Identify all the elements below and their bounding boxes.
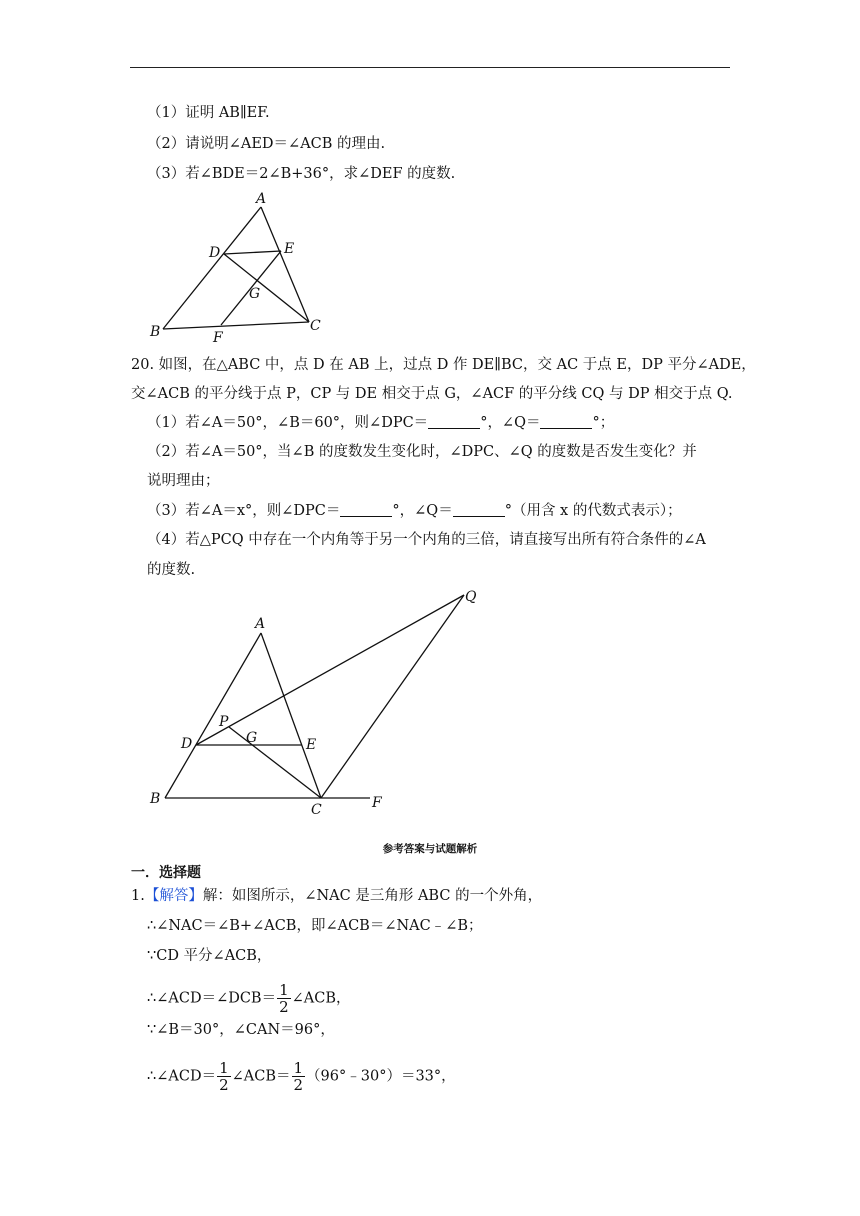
answer-1-line6-text-c: （96°﹣30°）＝33°，	[306, 1068, 456, 1085]
q20-part1	[147, 414, 614, 432]
fraction-denominator: 2	[279, 998, 289, 1016]
q20-stem-line2: 交∠ACB 的平分线于点 P，CP 与 DE 相交于点 G，∠ACF 的平分线 CQ 与 DP 相交于点 Q.	[131, 386, 733, 402]
fig2-label-p: P	[219, 714, 229, 730]
fraction-denominator: 2	[219, 1076, 229, 1094]
fraction-numerator: 1	[219, 1059, 229, 1077]
answer-1-line3: ∵CD 平分∠ACB，	[147, 948, 272, 964]
fraction-numerator: 1	[279, 981, 289, 999]
fig1-label-f: F	[213, 330, 223, 346]
fig2-label-e: E	[306, 737, 317, 753]
section-heading: 一．选择题	[131, 865, 201, 881]
answer-1-line1	[131, 887, 542, 905]
q20-part2-line2: 说明理由；	[147, 473, 220, 489]
q19-part3: （3）若∠BDE＝2∠B+36°，求∠DEF 的度数.	[147, 166, 456, 182]
q20-part3-text-b: °，∠Q＝	[392, 503, 453, 519]
q20-part3-blank-dpc[interactable]	[340, 502, 392, 517]
fig1-label-c: C	[310, 318, 321, 334]
fig1-label-b: B	[150, 324, 161, 340]
q20-part1-text-a: （1）若∠A＝50°，∠B＝60°，则∠DPC＝	[147, 415, 429, 431]
fig1-label-a: A	[256, 191, 267, 207]
answer-1-line6-text-b: ∠ACB＝	[231, 1068, 291, 1085]
q20-stem-line1: 20. 如图，在△ABC 中，点 D 在 AB 上，过点 D 作 DE∥BC，交 AC 于点 E，DP 平分∠ADE，	[131, 357, 756, 373]
q20-part3-blank-q[interactable]	[453, 502, 505, 517]
fraction-denominator: 2	[293, 1076, 304, 1094]
fig2-label-f: F	[372, 795, 382, 811]
answers-title: 参考答案与试题解析	[382, 843, 478, 855]
fig2-label-b: B	[150, 791, 161, 807]
fig2-label-g: G	[246, 730, 258, 746]
fraction-half	[277, 982, 291, 1015]
fig2-label-q: Q	[465, 589, 477, 605]
fraction-half	[292, 1060, 306, 1093]
q20-part2-line1: （2）若∠A＝50°，当∠B 的度数发生变化时，∠DPC、∠Q 的度数是否发生变化？并	[147, 444, 697, 460]
q20-part4-line2: 的度数.	[147, 562, 196, 578]
q19-part2: （2）请说明∠AED＝∠ACB 的理由.	[147, 136, 386, 152]
q20-part3-text-c: °（用含 x 的代数式表示）；	[504, 503, 682, 519]
q20-part1-blank-q[interactable]	[540, 414, 592, 429]
fig2-label-d: D	[181, 736, 193, 752]
fraction-numerator: 1	[293, 1059, 304, 1077]
fig1-label-e: E	[284, 241, 295, 257]
q20-part1-text-c: °；	[592, 415, 615, 431]
q19-part1: （1）证明 AB∥EF.	[147, 105, 270, 121]
answer-1-number: 1.	[131, 888, 145, 904]
fig1-label-g: G	[249, 286, 261, 302]
fig2-label-a: A	[255, 616, 266, 632]
answer-1-line6	[147, 1060, 456, 1093]
answer-1-line2: ∴∠NAC＝∠B+∠ACB，即∠ACB＝∠NAC﹣∠B；	[147, 918, 483, 934]
answer-1-text: 解：如图所示，∠NAC 是三角形 ABC 的一个外角，	[202, 888, 543, 904]
fig2-label-c: C	[311, 802, 322, 818]
answer-1-line4-text-b: ∠ACB，	[291, 990, 351, 1007]
q20-part1-blank-dpc[interactable]	[428, 414, 480, 429]
fraction-half	[217, 1060, 231, 1093]
answer-tag: 【解答】	[144, 888, 203, 904]
q20-part1-text-b: °，∠Q＝	[480, 415, 541, 431]
fig1-label-d: D	[209, 245, 221, 261]
answer-1-line4-text-a: ∴∠ACD＝∠DCB＝	[147, 990, 277, 1007]
answer-1-line5: ∵∠B＝30°，∠CAN＝96°，	[147, 1022, 335, 1038]
q20-part3	[147, 502, 682, 520]
q20-part3-text-a: （3）若∠A＝x°，则∠DPC＝	[147, 503, 341, 519]
answer-1-line4	[147, 982, 351, 1015]
answer-1-line6-text-a: ∴∠ACD＝	[147, 1068, 217, 1085]
q20-part4-line1: （4）若△PCQ 中存在一个内角等于另一个内角的三倍，请直接写出所有符合条件的∠A	[147, 532, 706, 548]
